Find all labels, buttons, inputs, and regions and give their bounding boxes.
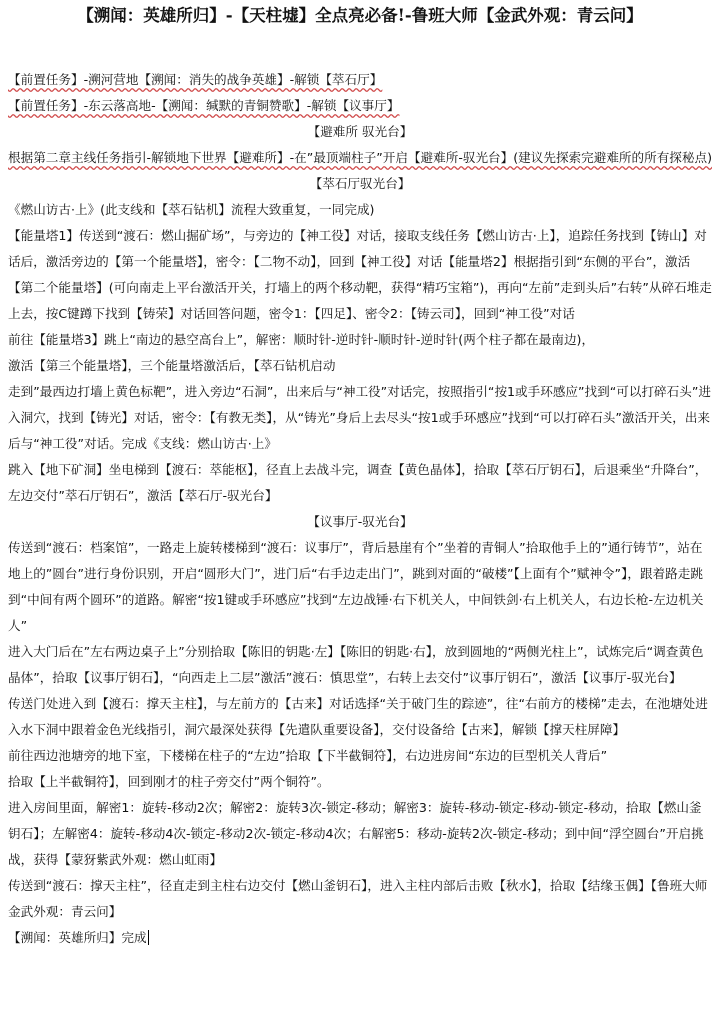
completion-text: 【溯闻：英雄所归】完成 (8, 930, 147, 945)
paragraph-tower-activated: 激活【第三个能量塔】，三个能量塔激活后，【萃石钻机启动 (8, 358, 336, 373)
paragraph-basement: 前往西边池塘旁的地下室，下楼梯在柱子的“左边”拾取【下半截铜符】，右边进房间“东边的巨型机关人背后” (8, 748, 608, 763)
paragraph-tower-1-2: 【能量塔1】传送到“渡石：燃山掘矿场”，与旁边的【神工役】对话，接取支线任务【燃山访古·上】，追踪任务找到【铸山】对话后，激活旁边的【第一个能量塔】，密令：【二物不动】，回到【神工役】对话【能量塔2】根据指引到“东侧的平台”，激活【第二个能量塔】(可向南走上平台激活开关，打墙上的两个移动靶，获得“精巧宝箱”)，再向“左前”走到头后”右转”从碎石堆走上去，按C键蹲下找到【铸荣】对话回答问题，密令1：【四足】、密令2：【铸云司】，回到“神工役”对话 (8, 228, 712, 321)
prerequisite-1: 【前置任务】-溯河营地【溯闻：消失的战争英雄】-解锁【萃石厅】 (8, 72, 383, 87)
paragraph-mine: 跳入【地下矿洞】坐电梯到【渡石：萃能枢】，径直上去战斗完，调查【黄色晶体】，拾取【萃石厅钥石】，后退乘坐“升降台”，左边交付”萃石厅钥石”，激活【萃石厅-驭光台】 (8, 462, 708, 503)
paragraph-keys: 进入大门后在”左右两边桌子上”分别拾取【陈旧的钥匙·左】【陈旧的钥匙·右】，放到圆地的“两侧光柱上”，试炼完后“调查黄色晶体”，拾取【议事厅钥石】，“向西走上二层”激活”渡石：慎思堂”，右转上去交付”议事厅钥石”，激活【议事厅-驭光台】 (8, 644, 704, 685)
prerequisite-2: 【前置任务】-东云落高地-【溯闻：缄默的青铜赞歌】-解锁【议事厅】 (8, 98, 400, 113)
text-cursor (148, 930, 149, 945)
paragraph-puzzles: 进入房间里面，解密1：旋转-移动2次；解密2：旋转3次-锁定-移动；解密3：旋转-移动-锁定-移动-锁定-移动，拾取【燃山釜钥石】；左解密4：旋转-移动4次-锁定-移动2次-锁定-移动4次；右解密5：移动-旋转2次-锁定-移动；到中间“浮空圆台”开启挑战，获得【蒙犽紫武外观：燃山虹雨】 (8, 800, 704, 867)
section-heading-council: 【议事厅-驭光台】 (307, 514, 413, 529)
paragraph-shelter: 根据第二章主线任务指引-解锁地下世界【避难所】-在”最顶端柱子”开启【避难所-驭光台】(建议先探索完避难所的所有探秘点) (8, 150, 712, 165)
paragraph-cave: 走到”最西边打墙上黄色标靶”，进入旁边“石洞”，出来后与“神工役”对话完，按照指引“按1或手环感应”找到“可以打碎石头”进入洞穴，找到【铸光】对话，密令：【有教无类】，从“铸光”身后上去尽头“按1或手环感应”找到“可以打碎石头”激活开关，出来后与“神工役”对话。完成《支线：燃山访古·上》 (8, 384, 711, 451)
paragraph-final: 传送到“渡石：撑天主柱”，径直走到主柱右边交付【燃山釜钥石】，进入主柱内部后击败【秋水】，拾取【结缘玉偶】【鲁班大师金武外观：青云问】 (8, 878, 708, 919)
section-heading-shelter: 【避难所 驭光台】 (307, 124, 413, 139)
paragraph-side-quest-intro: 《燃山访古·上》(此支线和【萃石钻机】流程大致重复，一同完成) (8, 202, 375, 217)
paragraph-complete (8, 925, 712, 951)
section-heading-cuishi: 【萃石厅驭光台】 (309, 176, 411, 191)
paragraph-archive: 传送到“渡石：档案馆”，一路走上旋转楼梯到“渡石：议事厅”，背后悬崖有个”坐着的青铜人”拾取他手上的”通行铸节”，站在地上的”圆台”进行身份识别，开启“圆形大门”，进门后“右手边走出门”，跳到对面的“破楼”【上面有个”赋神令”】，跟着路走跳到“中间有两个圆环”的道路。解密“按1键或手环感应”找到“左边战锤·右下机关人，中间铁剑·右上机关人，右边长枪-左边机关人” (8, 540, 704, 633)
paragraph-talisman: 拾取【上半截铜符】，回到刚才的柱子旁交付”两个铜符”。 (8, 774, 330, 789)
paragraph-tower-3: 前往【能量塔3】跳上“南边的悬空高台上”，解密：顺时针-逆时针-顺时针-逆时针(两个柱子都在最南边)， (8, 332, 595, 347)
paragraph-pillar: 传送门处进入到【渡石：撑天主柱】，与左前方的【古来】对话选择“关于破门生的踪迹”，往“右前方的楼梯”走去，在池塘处进入水下洞中跟着金色光线指引，洞穴最深处获得【先遣队重要设备】，交付设备给【古来】，解锁【撑天柱屏障】 (8, 696, 708, 737)
document-title: 【溯闻：英雄所归】-【天柱墟】全点亮必备!-鲁班大师【金武外观：青云问】 (77, 6, 643, 25)
